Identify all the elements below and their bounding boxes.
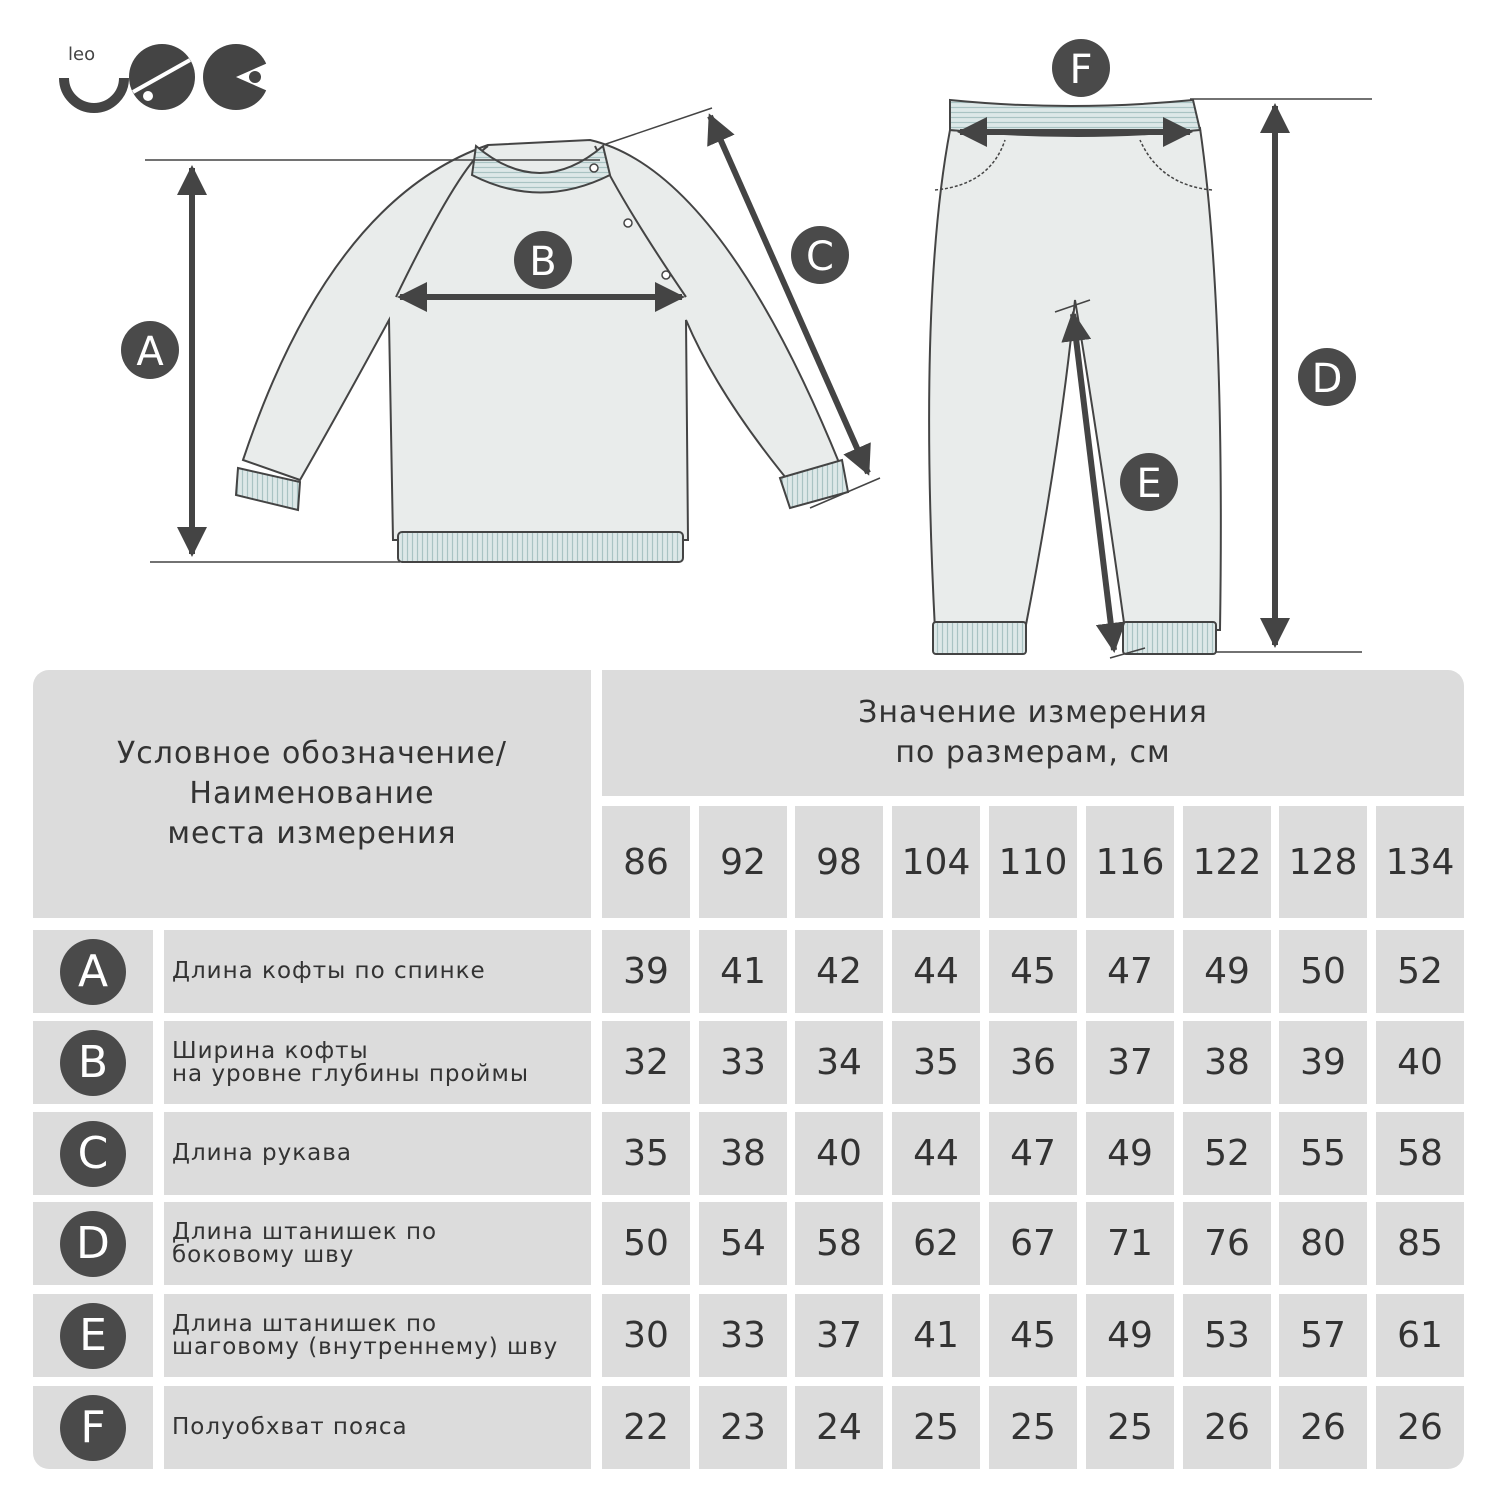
row-code-cell xyxy=(33,1386,153,1469)
value-cell: 47 xyxy=(1086,930,1174,1013)
value-cell: 26 xyxy=(1376,1386,1464,1469)
row-label-cell xyxy=(164,930,591,1013)
row-code-badge: B xyxy=(60,1030,126,1096)
value-cell: 42 xyxy=(795,930,883,1013)
svg-text:D: D xyxy=(1311,356,1343,402)
marker-a xyxy=(121,321,179,379)
header-right-line: по размерам, см xyxy=(895,735,1171,770)
value-cell: 37 xyxy=(1086,1021,1174,1104)
value-cell: 26 xyxy=(1183,1386,1271,1469)
row-label-line: Длина штанишек по xyxy=(172,1218,438,1245)
row-code-cell xyxy=(33,1294,153,1377)
value-cell: 44 xyxy=(892,930,980,1013)
value-cell: 52 xyxy=(1376,930,1464,1013)
marker-f xyxy=(1052,39,1110,97)
value-cell: 49 xyxy=(1086,1112,1174,1195)
row-label xyxy=(172,1037,529,1087)
row-code-badge: E xyxy=(60,1303,126,1369)
row-label-cell xyxy=(164,1021,591,1104)
size-header-cell: 128 xyxy=(1279,806,1367,918)
value-cell: 37 xyxy=(795,1294,883,1377)
svg-text:B: B xyxy=(529,239,557,285)
value-cell: 33 xyxy=(699,1294,787,1377)
header-measurement-name xyxy=(33,670,591,918)
row-code-badge: C xyxy=(60,1121,126,1187)
value-cell: 41 xyxy=(699,930,787,1013)
value-cell: 55 xyxy=(1279,1112,1367,1195)
value-cell: 58 xyxy=(795,1202,883,1285)
value-cell: 45 xyxy=(989,930,1077,1013)
row-label-cell xyxy=(164,1294,591,1377)
svg-text:C: C xyxy=(806,234,834,280)
value-cell: 40 xyxy=(795,1112,883,1195)
marker-d xyxy=(1298,348,1356,406)
size-header-cell: 116 xyxy=(1086,806,1174,918)
header-right-line: Значение измерения xyxy=(858,695,1208,730)
row-label xyxy=(172,1310,559,1360)
value-cell: 36 xyxy=(989,1021,1077,1104)
value-cell: 30 xyxy=(602,1294,690,1377)
value-cell: 39 xyxy=(1279,1021,1367,1104)
row-code-cell xyxy=(33,930,153,1013)
value-cell: 39 xyxy=(602,930,690,1013)
row-label-line: Ширина кофты xyxy=(172,1037,369,1064)
value-cell: 67 xyxy=(989,1202,1077,1285)
value-cell: 54 xyxy=(699,1202,787,1285)
header-left-line: места измерения xyxy=(167,816,457,851)
value-cell: 35 xyxy=(892,1021,980,1104)
value-cell: 49 xyxy=(1183,930,1271,1013)
value-cell: 25 xyxy=(892,1386,980,1469)
brand-small-text: leo xyxy=(68,44,96,65)
value-cell: 50 xyxy=(1279,930,1367,1013)
value-cell: 57 xyxy=(1279,1294,1367,1377)
svg-text:F: F xyxy=(1069,47,1093,93)
size-header-cell: 122 xyxy=(1183,806,1271,918)
row-label-line: на уровне глубины проймы xyxy=(172,1060,529,1087)
value-cell: 41 xyxy=(892,1294,980,1377)
value-cell: 38 xyxy=(1183,1021,1271,1104)
row-label-line: Длина рукава xyxy=(172,1140,352,1166)
row-code-badge: A xyxy=(60,939,126,1005)
value-cell: 33 xyxy=(699,1021,787,1104)
value-cell: 40 xyxy=(1376,1021,1464,1104)
marker-c xyxy=(791,226,849,284)
row-label xyxy=(172,960,486,983)
value-cell: 76 xyxy=(1183,1202,1271,1285)
row-label-line: шаговому (внутреннему) шву xyxy=(172,1333,559,1360)
size-header-cell: 104 xyxy=(892,806,980,918)
value-cell: 47 xyxy=(989,1112,1077,1195)
size-header-cell: 110 xyxy=(989,806,1077,918)
row-code-cell xyxy=(33,1021,153,1104)
sweater-illustration xyxy=(236,140,848,562)
row-label-line: Длина кофты по спинке xyxy=(172,958,486,984)
pants-illustration xyxy=(929,100,1221,654)
value-cell: 22 xyxy=(602,1386,690,1469)
value-cell: 80 xyxy=(1279,1202,1367,1285)
value-cell: 25 xyxy=(989,1386,1077,1469)
value-cell: 61 xyxy=(1376,1294,1464,1377)
value-cell: 71 xyxy=(1086,1202,1174,1285)
value-cell: 26 xyxy=(1279,1386,1367,1469)
row-code-cell xyxy=(33,1202,153,1285)
svg-text:E: E xyxy=(1136,461,1162,507)
row-code-badge: D xyxy=(60,1211,126,1277)
brand-logo xyxy=(64,44,270,110)
value-cell: 25 xyxy=(1086,1386,1174,1469)
row-label xyxy=(172,1218,438,1268)
value-cell: 58 xyxy=(1376,1112,1464,1195)
value-cell: 34 xyxy=(795,1021,883,1104)
value-cell: 35 xyxy=(602,1112,690,1195)
value-cell: 45 xyxy=(989,1294,1077,1377)
header-left-line: Наименование xyxy=(189,776,435,811)
value-cell: 38 xyxy=(699,1112,787,1195)
marker-e xyxy=(1120,453,1178,511)
size-header-cell: 134 xyxy=(1376,806,1464,918)
marker-b xyxy=(514,231,572,289)
row-label xyxy=(172,1416,408,1439)
row-code-cell xyxy=(33,1112,153,1195)
value-cell: 44 xyxy=(892,1112,980,1195)
value-cell: 49 xyxy=(1086,1294,1174,1377)
value-cell: 53 xyxy=(1183,1294,1271,1377)
value-cell: 85 xyxy=(1376,1202,1464,1285)
row-label-line: Длина штанишек по xyxy=(172,1310,438,1337)
measurement-diagram xyxy=(0,0,1501,665)
value-cell: 62 xyxy=(892,1202,980,1285)
size-header-cell: 86 xyxy=(602,806,690,918)
value-cell: 24 xyxy=(795,1386,883,1469)
value-cell: 52 xyxy=(1183,1112,1271,1195)
row-label-line: Полуобхват пояса xyxy=(172,1414,408,1440)
row-label-cell xyxy=(164,1112,591,1195)
size-header-cell: 92 xyxy=(699,806,787,918)
row-label-cell xyxy=(164,1386,591,1469)
header-left-line: Условное обозначение/ xyxy=(117,736,507,771)
value-cell: 23 xyxy=(699,1386,787,1469)
row-label xyxy=(172,1142,352,1165)
value-cell: 32 xyxy=(602,1021,690,1104)
row-label-cell xyxy=(164,1202,591,1285)
svg-text:A: A xyxy=(136,329,164,375)
header-measurement-values xyxy=(602,670,1464,796)
value-cell: 50 xyxy=(602,1202,690,1285)
row-code-badge: F xyxy=(60,1395,126,1461)
row-label-line: боковому шву xyxy=(172,1241,355,1268)
size-header-cell: 98 xyxy=(795,806,883,918)
